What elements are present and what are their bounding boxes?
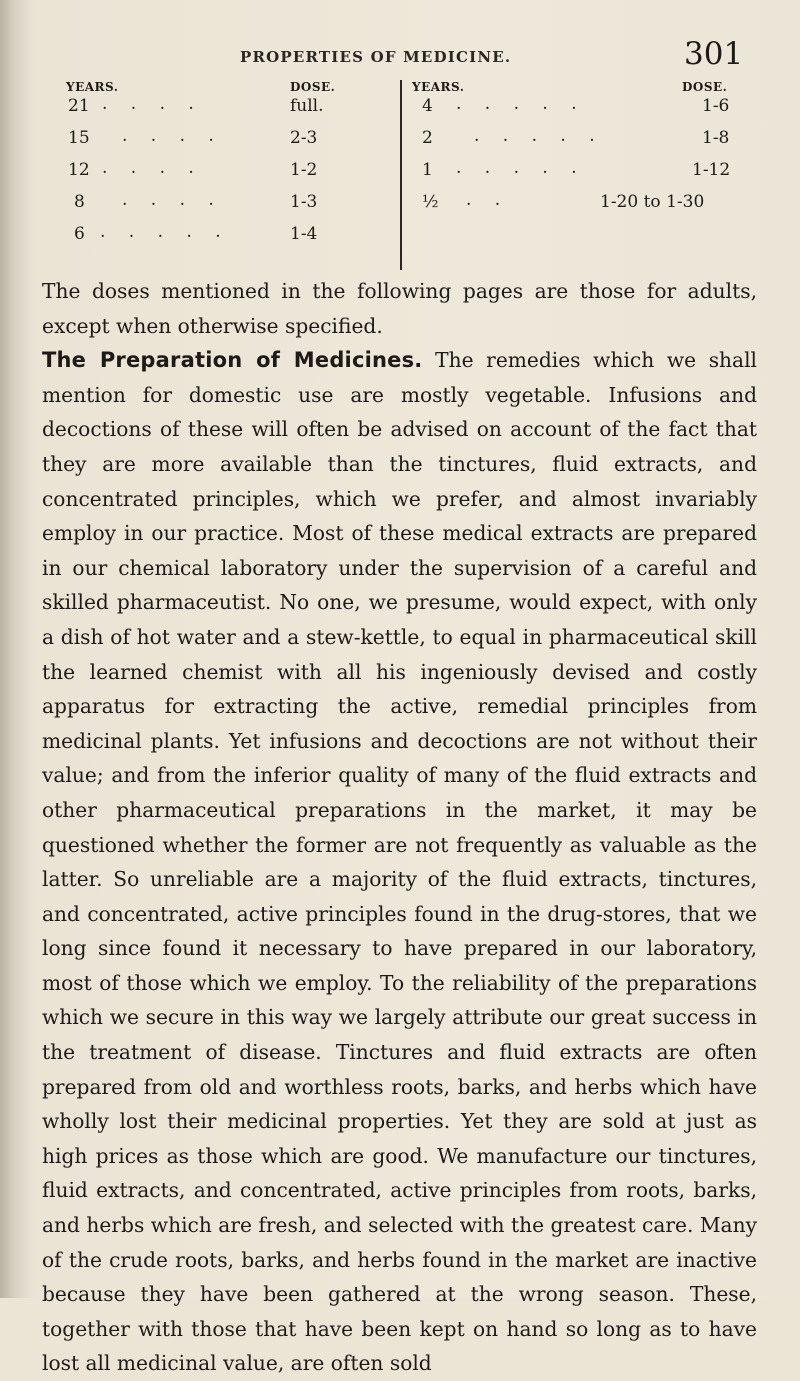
leader-dots: . . . . — [122, 190, 223, 210]
table-row-years: 8 — [74, 192, 85, 212]
table-row-dose: 2-3 — [290, 128, 318, 148]
section-text: The remedies which we shall mention for domestic use are mostly vegetable. Infusions and decoctions of these will often be advised on account of the fact that they are more available than the tinctures, fluid extracts, and concentrated principles, which we prefer, and almost invariably employ in our practice. Most of these medical extracts are prepared in our chemical laboratory under the supervision of a careful and skilled pharmaceutist. No one, we presume, would expect, with only a dish of hot water and a stew-kettle, to equal in pharmaceutical skill the learned chemist with all his ingeniously devised and costly apparatus for extracting the active, remedial principles from medicinal plants. Yet infusions and decoctions are not without their value; and from the inferior quality of many of the fluid extracts and other pharmaceutical preparations in the market, it may be questioned whether the former are not frequently as valuable as the latter. So unreliable are a majority of the fluid extracts, tinctures, and concentrated, active principles found in the drug-stores, that we long since found it necessary to have prepared in our laboratory, most of those which we employ. To the reliability of the preparations which we secure in this way we largely attribute our great success in the treatment of disease. Tinctures and fluid extracts are often prepared from old and worthless roots, barks, and herbs which have wholly lost their medicinal properties. Yet they are sold at just as high prices as those which are good. We manufacture our tinctures, fluid extracts, and concentrated, active principles from roots, barks, and herbs which are fresh, and selected with the greatest care. Many of the crude roots, barks, and herbs found in the market are inactive because they have been gathered at the wrong season. These, together with those that have been kept on hand so long as to have lost all medicinal value, are often sold — [42, 348, 758, 1376]
years-header-left: YEARS. — [66, 80, 119, 94]
table-row-years: 2 — [422, 128, 433, 148]
leader-dots: . . . . — [122, 126, 223, 146]
table-row-dose: 1-4 — [290, 224, 318, 244]
table-row-years: ½ — [422, 192, 439, 212]
leader-dots: . . . . . — [100, 222, 230, 242]
table-row-years: 12 — [68, 160, 90, 180]
table-row-years: 15 — [68, 128, 90, 148]
table-row-dose: 1-8 — [702, 128, 730, 148]
section-paragraph — [42, 343, 757, 1381]
running-title: PROPERTIES OF MEDICINE. — [240, 48, 512, 66]
table-row-dose: 1-20 to 1-30 — [600, 192, 705, 212]
page-number: 301 — [684, 36, 744, 72]
intro-paragraph: The doses mentioned in the following pages are those for adults, except when otherwise specified. — [42, 279, 757, 338]
table-row-years: 21 — [68, 96, 90, 116]
table-row-years: 1 — [422, 160, 433, 180]
body-text — [42, 274, 757, 1381]
leader-dots: . . . . — [102, 158, 203, 178]
table-row-years: 6 — [74, 224, 85, 244]
table-row-years: 4 — [422, 96, 433, 116]
table-row-dose: full. — [290, 96, 324, 116]
table-row-dose: 1-12 — [692, 160, 731, 180]
dose-header-right: DOSE. — [682, 80, 728, 94]
table-row-dose: 1-3 — [290, 192, 318, 212]
dose-table — [60, 80, 740, 270]
leader-dots: . . . . — [102, 94, 203, 114]
years-header-right: YEARS. — [412, 80, 465, 94]
leader-dots: . . . . . — [456, 94, 586, 114]
leader-dots: . . — [466, 190, 510, 210]
table-row-dose: 1-6 — [702, 96, 730, 116]
dose-header-left: DOSE. — [290, 80, 336, 94]
table-row-dose: 1-2 — [290, 160, 318, 180]
leader-dots: . . . . . — [474, 126, 604, 146]
section-heading: The Preparation of Medicines. — [42, 348, 423, 373]
leader-dots: . . . . . — [456, 158, 586, 178]
column-divider — [400, 80, 402, 270]
